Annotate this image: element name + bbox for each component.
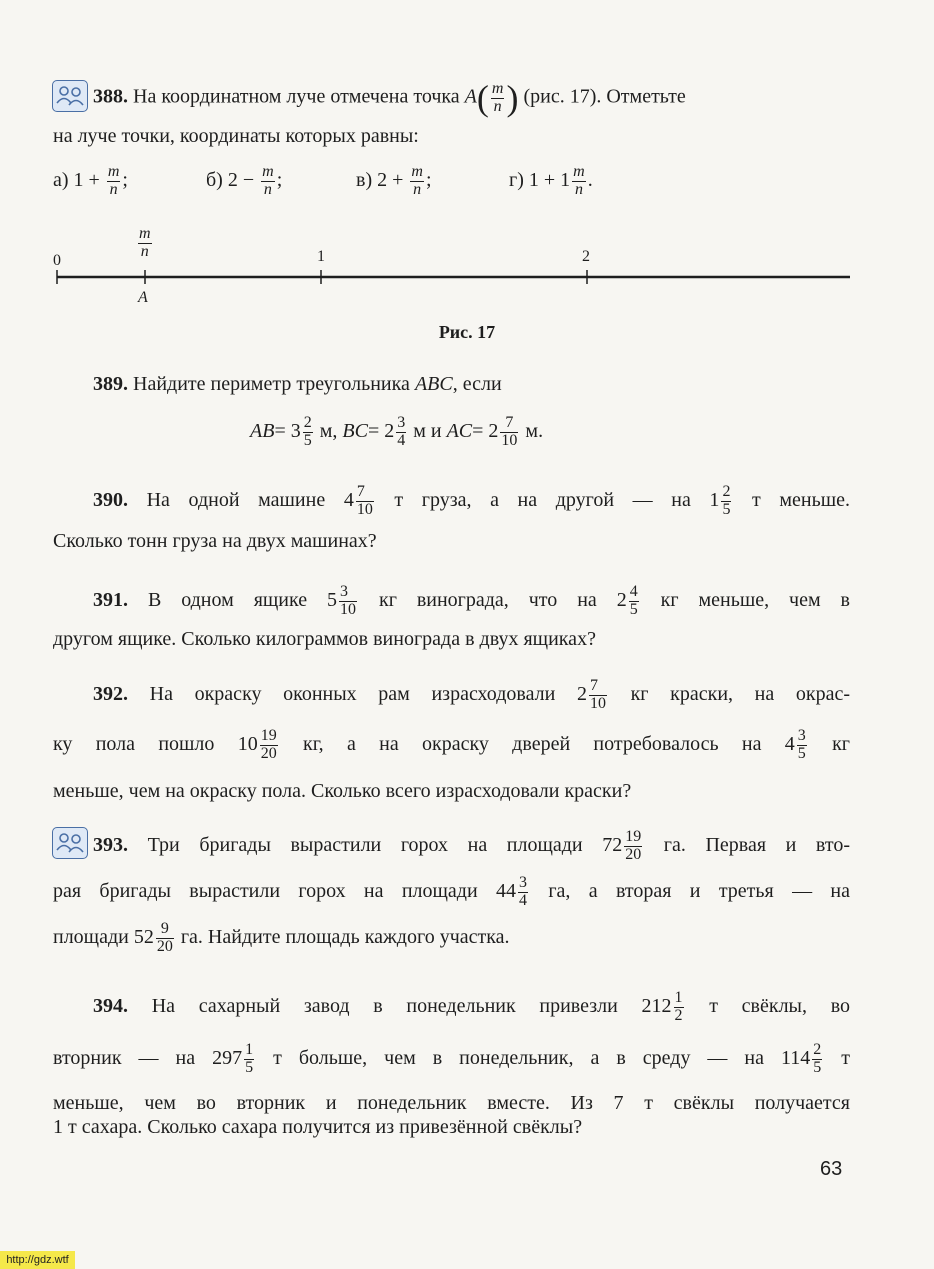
problem-number: 393.	[93, 833, 128, 856]
coordinate-ray	[0, 0, 934, 320]
pair-work-icon	[52, 827, 88, 859]
problem-number: 390.	[93, 488, 128, 511]
option-b: б) 2 − $\frac{m}{n}$ ;	[206, 163, 283, 198]
problem-388-line-2: на луче точки, координаты которых равны:	[53, 125, 419, 147]
figure-caption: Рис. 17	[438, 322, 496, 342]
problem-number: 392.	[93, 682, 128, 705]
page-number: 63	[820, 1158, 843, 1180]
fraction: $\frac{m}{n}$	[491, 79, 504, 115]
tick-label-0: 0	[53, 252, 61, 269]
problem-number: 389.	[93, 373, 128, 395]
tick-label-m-over-n: $\frac{m}{n}$	[139, 225, 151, 260]
problem-388-line-1: 388. На координатном луче отмечена точка A( $\frac{m}{n}$ ) (рис. 17). Отметьте	[93, 78, 686, 118]
watermark-link[interactable]: http://gdz.wtf	[0, 1251, 75, 1269]
problem-number: 388.	[93, 85, 128, 108]
problem-number: 394.	[93, 994, 128, 1017]
option-a: а) 1 + $\frac{m}{n}$ ;	[53, 163, 128, 198]
tick-label-1: 1	[317, 248, 325, 265]
option-c: в) 2 + $\frac{m}{n}$ ;	[356, 163, 432, 198]
option-d: г) 1 + 1 $\frac{m}{n}$ .	[509, 163, 593, 198]
problem-389-formula: AB= 3 $\frac{2}{5}$ м, BC= 2 $\frac{3}{4}$ м и AC= 2 $\frac{7}{10}$ м.	[250, 414, 544, 449]
problem-number: 391.	[93, 588, 128, 611]
point-label-a: A	[138, 289, 148, 306]
tick-label-2: 2	[582, 248, 590, 265]
